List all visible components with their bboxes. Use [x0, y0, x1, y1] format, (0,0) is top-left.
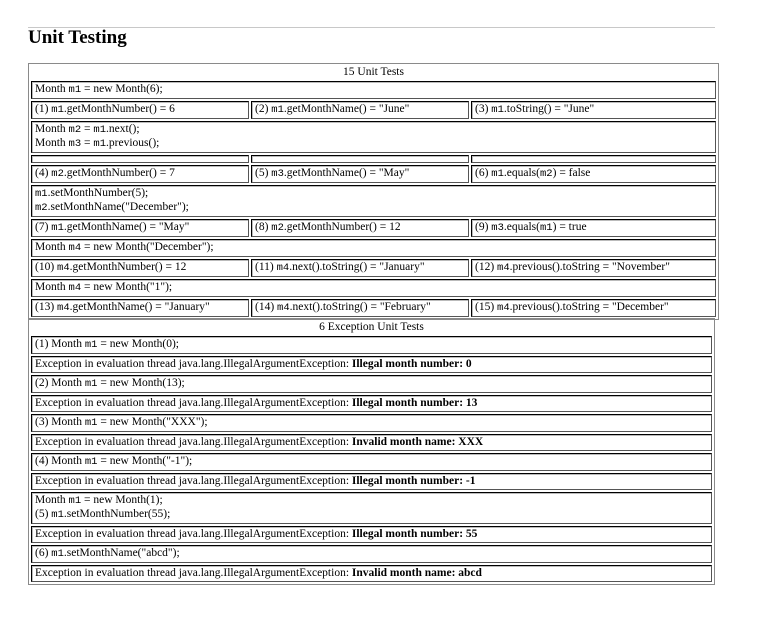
empty-cell [471, 155, 716, 163]
test-result-cell: (13) m4.getMonthName() = "January" [31, 299, 249, 317]
table-row [31, 121, 716, 153]
exception-message: Invalid month name: XXX [351, 436, 484, 448]
table-row [31, 185, 716, 217]
table-row [31, 414, 712, 432]
test-result-cell: (15) m4.previous().toString = "December" [471, 299, 716, 317]
test-result-cell: (14) m4.next().toString() = "February" [251, 299, 469, 317]
exception-message-cell: Exception in evaluation thread java.lang.IllegalArgumentException: Illegal month number: -1 [31, 473, 712, 490]
exception-message-cell: Exception in evaluation thread java.lang.IllegalArgumentException: Illegal month number: 55 [31, 526, 712, 543]
exception-message-cell: Exception in evaluation thread java.lang.IllegalArgumentException: Invalid month name: XXX [31, 434, 712, 451]
table-row [31, 395, 712, 412]
test-result-cell: (4) m2.getMonthNumber() = 7 [31, 165, 249, 183]
table-row [31, 155, 716, 163]
exception-message-cell: Exception in evaluation thread java.lang.IllegalArgumentException: Illegal month number: 13 [31, 395, 712, 412]
table-row [31, 101, 716, 119]
unit-tests-table [28, 63, 719, 320]
setup-code-cell: Month m1 = new Month(6); [31, 81, 716, 99]
table-row [31, 279, 716, 297]
exception-message: Illegal month number: 13 [351, 397, 478, 409]
test-result-cell: (3) m1.toString() = "June" [471, 101, 716, 119]
table-row [31, 492, 712, 524]
test-result-cell: (6) m1.equals(m2) = false [471, 165, 716, 183]
table-row [31, 375, 712, 393]
table-row [31, 336, 712, 354]
exception-message: Illegal month number: -1 [351, 475, 476, 487]
test-result-cell: (12) m4.previous().toString = "November" [471, 259, 716, 277]
empty-cell [251, 155, 469, 163]
exception-message-cell: Exception in evaluation thread java.lang.IllegalArgumentException: Invalid month name: abcd [31, 565, 712, 582]
test-result-cell: (10) m4.getMonthNumber() = 12 [31, 259, 249, 277]
table-row [31, 165, 716, 183]
table-row [31, 473, 712, 490]
exception-message-cell: Exception in evaluation thread java.lang.IllegalArgumentException: Illegal month number: 0 [31, 356, 712, 373]
exception-test-code-cell: (4) Month m1 = new Month("-1"); [31, 453, 712, 471]
test-result-cell: (9) m3.equals(m1) = true [471, 219, 716, 237]
table-row [31, 239, 716, 257]
table-row [31, 299, 716, 317]
test-result-cell: (1) m1.getMonthNumber() = 6 [31, 101, 249, 119]
test-result-cell: (11) m4.next().toString() = "January" [251, 259, 469, 277]
exception-message: Illegal month number: 0 [351, 358, 472, 370]
exception-tests-caption: 6 Exception Unit Tests [319, 321, 424, 333]
setup-code-cell: Month m2 = m1.next(); Month m3 = m1.previous(); [31, 121, 716, 153]
setup-code-cell: m1.setMonthNumber(5); m2.setMonthName("December"); [31, 185, 716, 217]
exception-test-code-cell: (3) Month m1 = new Month("XXX"); [31, 414, 712, 432]
table-row [31, 81, 716, 99]
setup-code-cell: Month m4 = new Month("December"); [31, 239, 716, 257]
table-row [31, 526, 712, 543]
exception-test-code-cell: Month m1 = new Month(1); (5) m1.setMonthNumber(55); [31, 492, 712, 524]
test-result-cell: (2) m1.getMonthName() = "June" [251, 101, 469, 119]
page-title: Unit Testing [28, 27, 127, 48]
unit-tests-caption: 15 Unit Tests [343, 66, 404, 78]
exception-tests-table [28, 318, 715, 585]
exception-message: Invalid month name: abcd [351, 567, 482, 579]
exception-message: Illegal month number: 55 [351, 528, 478, 540]
setup-code-cell: Month m4 = new Month("1"); [31, 279, 716, 297]
top-divider [28, 27, 715, 28]
test-result-cell: (7) m1.getMonthName() = "May" [31, 219, 249, 237]
table-row [31, 219, 716, 237]
table-row [31, 565, 712, 582]
exception-test-code-cell: (6) m1.setMonthName("abcd"); [31, 545, 712, 563]
table-row [31, 259, 716, 277]
test-result-cell: (8) m2.getMonthNumber() = 12 [251, 219, 469, 237]
exception-test-code-cell: (1) Month m1 = new Month(0); [31, 336, 712, 354]
exception-test-code-cell: (2) Month m1 = new Month(13); [31, 375, 712, 393]
table-row [31, 434, 712, 451]
table-row [31, 453, 712, 471]
empty-cell [31, 155, 249, 163]
table-row [31, 356, 712, 373]
test-result-cell: (5) m3.getMonthName() = "May" [251, 165, 469, 183]
table-row [31, 545, 712, 563]
